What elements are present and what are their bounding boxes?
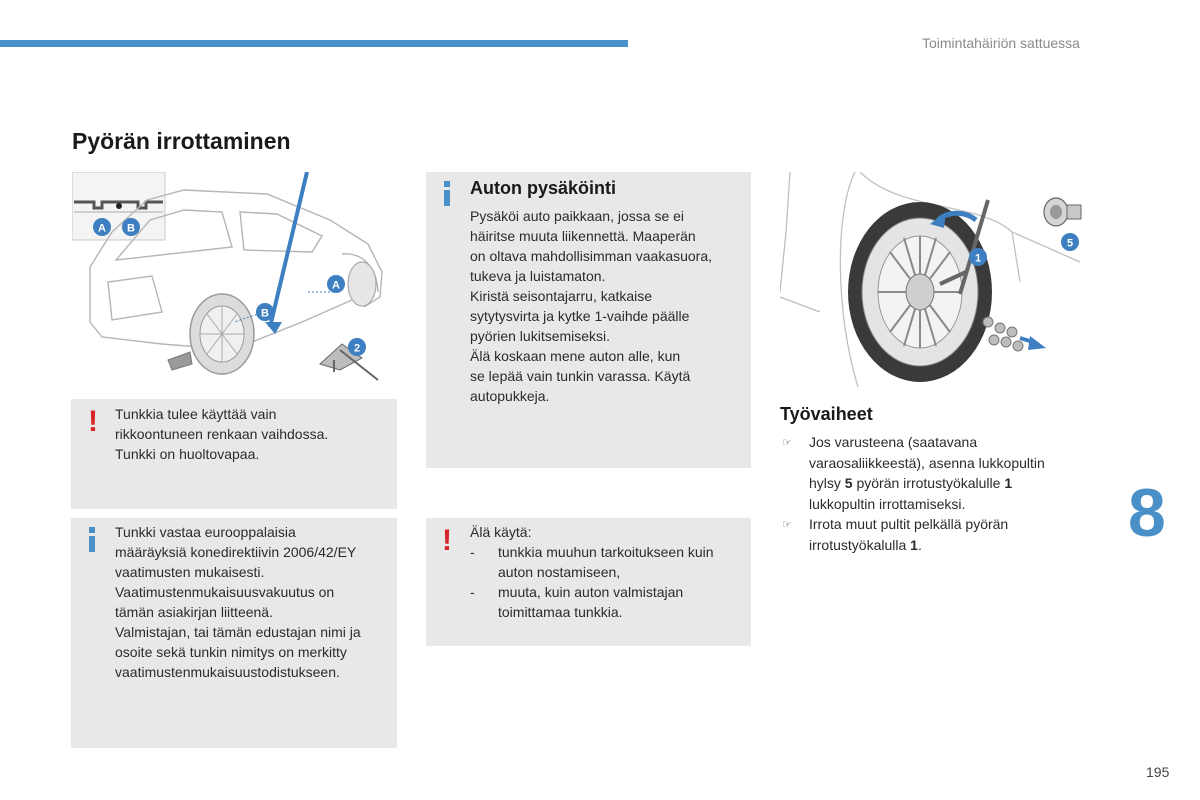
dont-use-text: Älä käytä: - tunkkia muuhun tarkoitukseen kuin auton nostamiseen, - muuta, kuin auton valmistajan toimittamaa tunkkia. [470, 522, 742, 622]
pointing-hand-icon: ☞ [782, 437, 792, 449]
removal-arrow-icon [1020, 336, 1046, 350]
svg-text:B: B [127, 222, 135, 235]
header-accent-bar [0, 40, 628, 47]
lock-socket-detail [1044, 198, 1081, 226]
info-icon [89, 527, 95, 552]
svg-text:1: 1 [974, 252, 982, 265]
section-header: Toimintahäiriön sattuessa [922, 35, 1080, 51]
dont-use-warning-box [426, 518, 751, 646]
car-jack-illustration [72, 172, 394, 387]
steps-list [782, 432, 1082, 555]
wheel-bolts [983, 317, 1023, 351]
wheel-removal-drawing [780, 172, 1100, 387]
parking-text: Pysäköi auto paikkaan, jossa se ei häiritse muuta liikennettä. Maaperän on oltava mahdollisimman vaakasuora, tukeva ja luistamaton. Kiristä seisontajarru, katkaise sytytysvirta ja kytke 1-vaihde päälle pyörien lukitsemiseksi. Älä koskaan mene auton alle, kun se lepää vain tunkin varassa. Käytä autopukkeja. [470, 208, 713, 404]
label-a [327, 275, 345, 293]
page-number: 195 [1146, 764, 1170, 780]
label-b-inset [122, 218, 140, 236]
step-item: ☞ Irrota muut pultit pelkällä pyörän irrotustyökalulla 1. [782, 514, 1082, 555]
label-b [256, 303, 274, 321]
step-item: ☞ Jos varusteena (saatavana varaosaliikkeestä), asenna lukkopultin hylsy 5 pyörän irrotustyökalulle 1 lukkopultin irrottamiseksi. [782, 432, 1082, 514]
warning-exclamation-icon: ! [442, 524, 452, 557]
page-title: Pyörän irrottaminen [72, 128, 291, 154]
svg-text:2: 2 [353, 342, 361, 355]
label-5 [1061, 233, 1079, 251]
steps-title: Työvaiheet [780, 404, 873, 424]
dont-use-item: - tunkkia muuhun tarkoitukseen kuin auton nostamiseen, [470, 544, 714, 580]
svg-text:5: 5 [1066, 237, 1074, 250]
jack-warning-box [71, 399, 397, 509]
chapter-number: 8 [1128, 475, 1166, 551]
svg-text:B: B [261, 307, 269, 320]
jack-info-text: Tunkki vastaa eurooppalaisia määräyksiä konedirektiivin 2006/42/EY vaatimusten mukaisesti. Vaatimustenmukaisuusvakuutus on tämän asiakirjan liitteenä. Valmistajan, tai tämän edustajan nimi ja osoite sekä tunkin nimitys on merkitty vaatimustenmukaisuustodistukseen. [115, 524, 361, 680]
svg-text:A: A [332, 279, 340, 292]
jack-info-box [71, 518, 397, 748]
wheel-tyre [848, 202, 992, 382]
info-icon [444, 181, 450, 206]
parking-title: Auton pysäköinti [470, 178, 617, 198]
label-a-inset [93, 218, 111, 236]
rear-wheel [190, 294, 254, 374]
svg-text:A: A [98, 222, 106, 235]
dont-use-item: - muuta, kuin auton valmistajan toimittamaa tunkkia. [470, 584, 684, 620]
label-2 [348, 338, 366, 356]
wheel-removal-illustration [780, 172, 1100, 387]
pointing-hand-icon: ☞ [782, 519, 792, 531]
label-1 [969, 248, 987, 266]
warning-exclamation-icon: ! [88, 405, 98, 438]
jack-warning-text: Tunkkia tulee käyttää vain rikkoontuneen renkaan vaihdossa. Tunkki on huoltovapaa. [115, 406, 329, 462]
jack-point-inset [72, 172, 165, 240]
front-wheel [348, 262, 376, 306]
parking-info-box [426, 172, 751, 468]
jack-under-car [168, 352, 192, 370]
car-jack-drawing [72, 172, 394, 387]
